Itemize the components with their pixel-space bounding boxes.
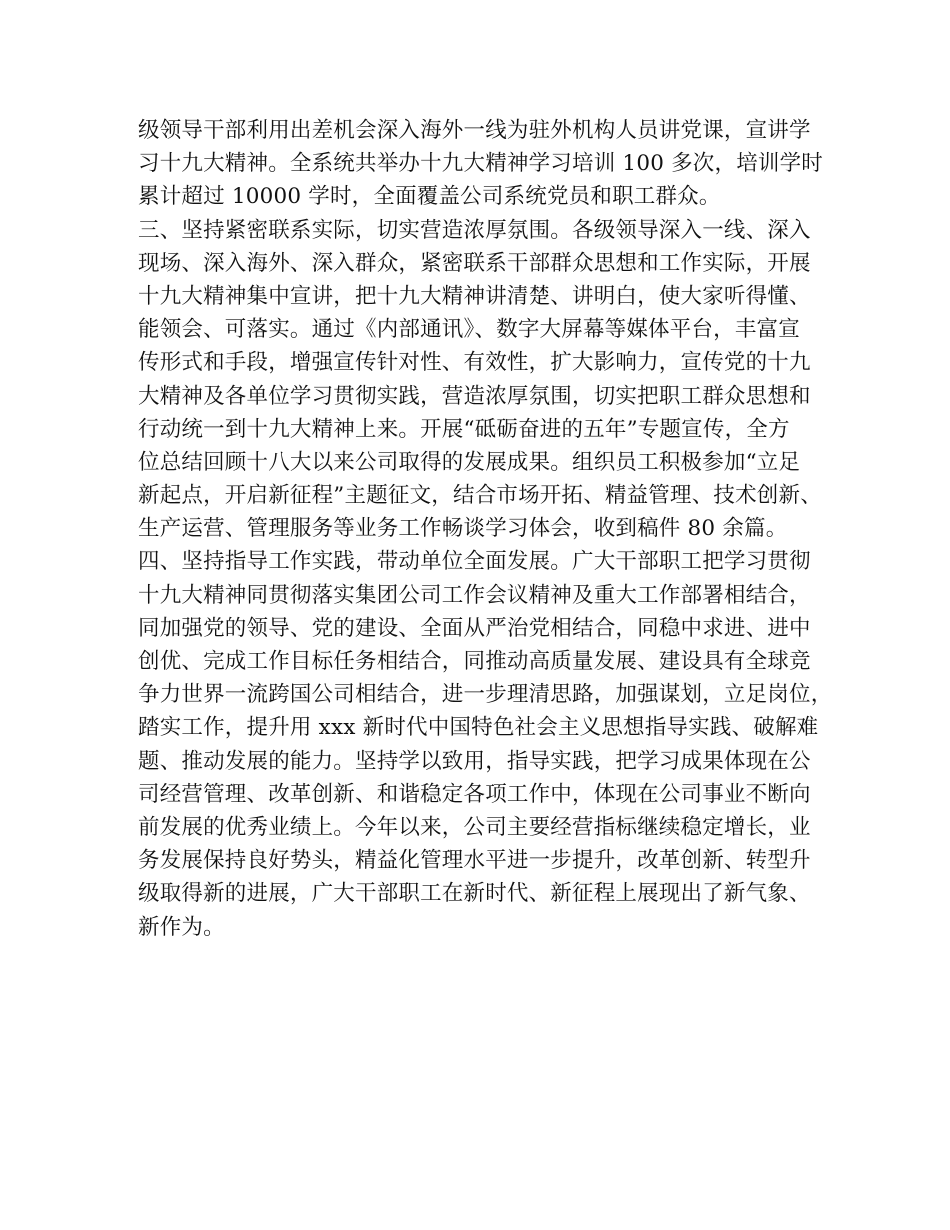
text-line: 前发展的优秀业绩上。今年以来，公司主要经营指标继续稳定增长，业 [138, 814, 811, 840]
text-line: 争力世界一流跨国公司相结合，进一步理清思路，加强谋划，立足岗位， [138, 682, 833, 708]
text-line: 传形式和手段，增强宣传针对性、有效性，扩大影响力，宣传党的十九 [138, 350, 811, 376]
text-line: 生产运营、管理服务等业务工作畅谈学习体会，收到稿件 80 余篇。 [138, 516, 788, 542]
text-line: 现场、深入海外、深入群众，紧密联系干部群众思想和工作实际，开展 [138, 250, 811, 276]
text-line: 新起点，开启新征程”主题征文，结合市场开拓、精益管理、技术创新、 [138, 483, 822, 509]
section-3-heading-line: 三、坚持紧密联系实际，切实营造浓厚氛围。各级领导深入一线、深入 [138, 217, 811, 243]
text-line: 创优、完成工作目标任务相结合，同推动高质量发展、建设具有全球竞 [138, 649, 811, 674]
text-line: 同加强党的领导、党的建设、全面从严治党相结合，同稳中求进、进中 [138, 615, 811, 641]
text-line: 十九大精神同贯彻落实集团公司工作会议精神及重大工作部署相结合， [138, 582, 811, 608]
document-body [138, 114, 838, 944]
text-line: 题、推动发展的能力。坚持学以致用，指导实践，把学习成果体现在公 [138, 748, 811, 774]
text-line: 级领导干部利用出差机会深入海外一线为驻外机构人员讲党课，宣讲学 [138, 118, 811, 143]
text-line: 务发展保持良好势头，精益化管理水平进一步提升，改革创新、转型升 [138, 848, 811, 874]
text-line: 十九大精神集中宣讲，把十九大精神讲清楚、讲明白，使大家听得懂、 [138, 283, 811, 309]
text-line: 级取得新的进展，广大干部职工在新时代、新征程上展现出了新气象、 [138, 881, 811, 907]
text-line: 新作为。 [138, 914, 225, 940]
section-4-heading-line: 四、坚持指导工作实践，带动单位全面发展。广大干部职工把学习贯彻 [138, 549, 811, 575]
text-line: 行动统一到十九大精神上来。开展“砥砺奋进的五年”专题宣传，全方 [138, 416, 790, 442]
text-line: 累计超过 10000 学时，全面覆盖公司系统党员和职工群众。 [138, 184, 721, 210]
text-line: 位总结回顾十八大以来公司取得的发展成果。组织员工积极参加“立足 [138, 449, 801, 475]
text-line: 能领会、可落实。通过《内部通讯》、数字大屏幕等媒体平台，丰富宣 [138, 317, 800, 343]
text-line: 司经营管理、改革创新、和谐稳定各项工作中，体现在公司事业不断向 [138, 781, 811, 807]
text-line: 大精神及各单位学习贯彻实践，营造浓厚氛围，切实把职工群众思想和 [138, 383, 811, 409]
text-line: 踏实工作，提升用 xxx 新时代中国特色社会主义思想指导实践、破解难 [138, 715, 819, 741]
text-line: 习十九大精神。全系统共举办十九大精神学习培训 100 多次，培训学时 [138, 151, 824, 177]
